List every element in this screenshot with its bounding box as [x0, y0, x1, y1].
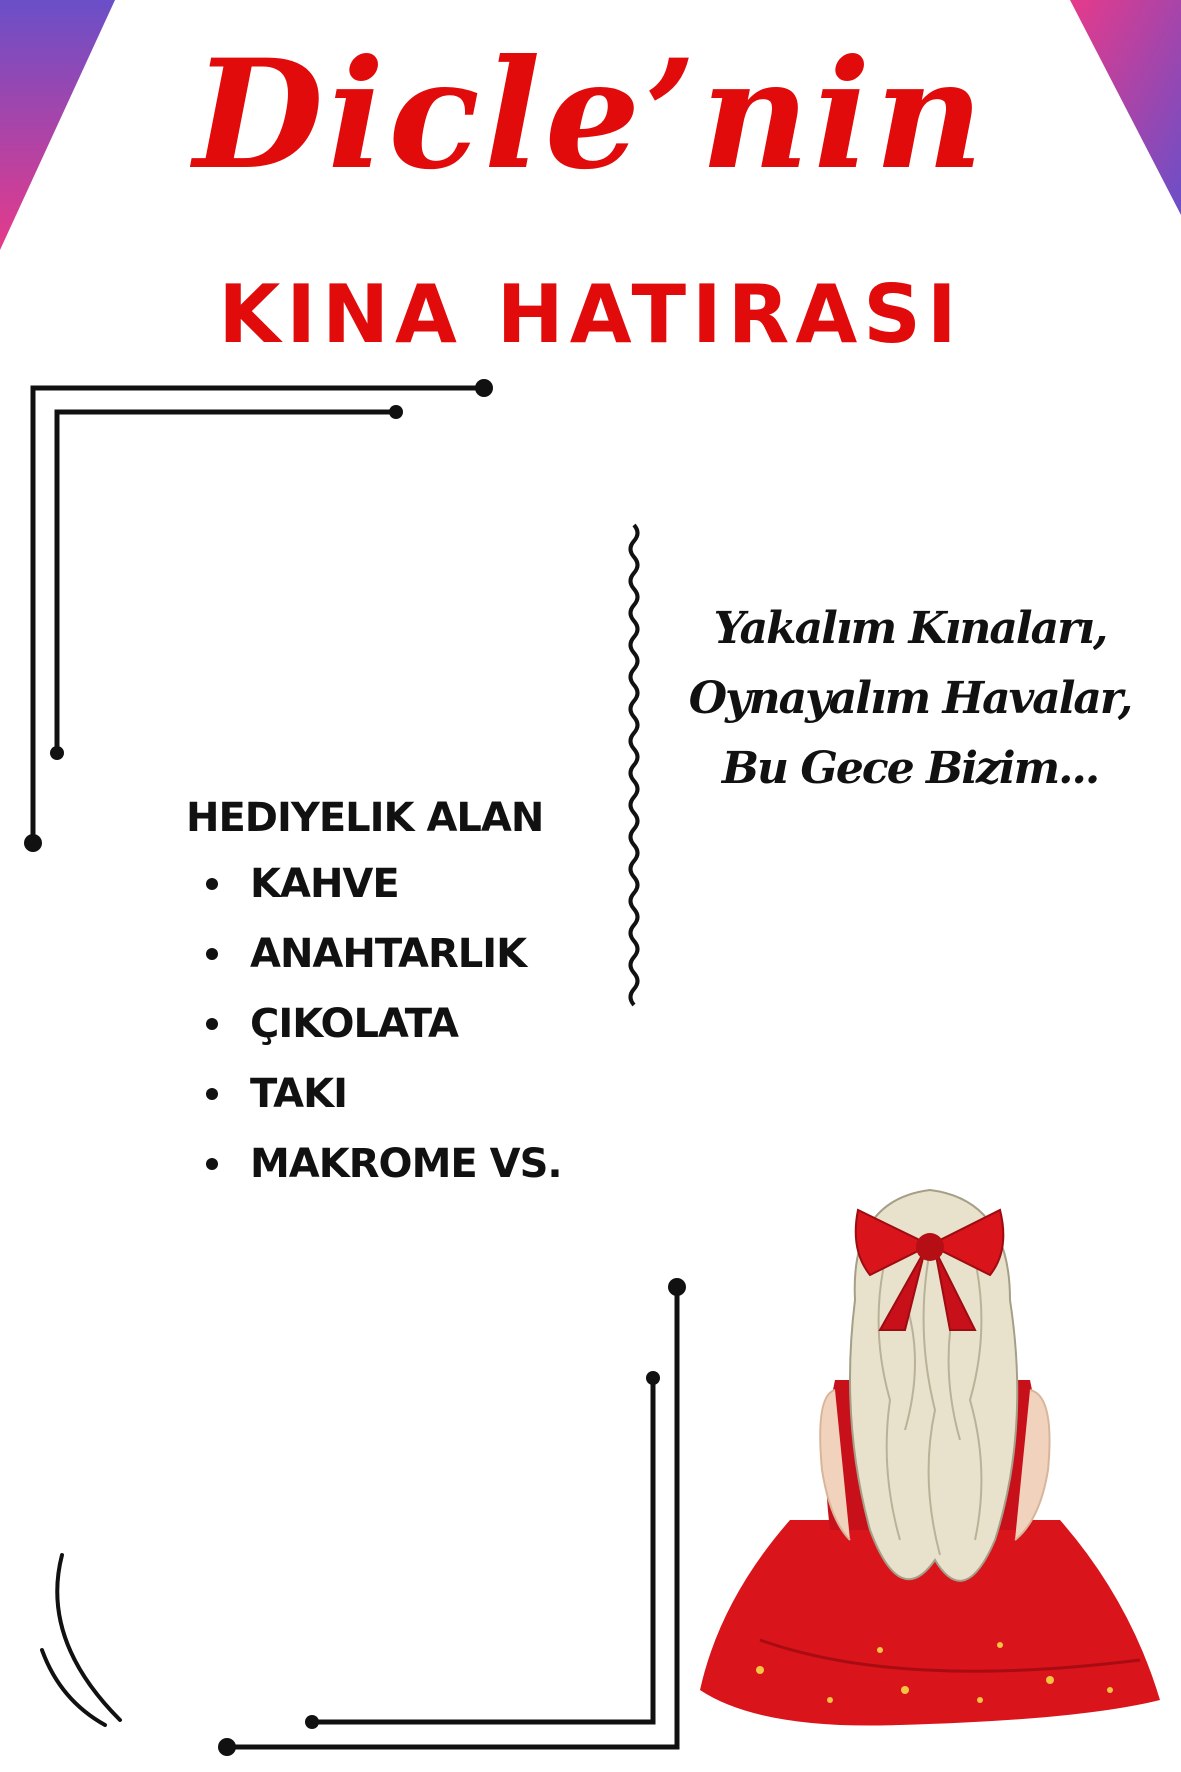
bullet-icon: [206, 1018, 218, 1030]
list-item: [186, 849, 562, 919]
quote-block: [650, 594, 1170, 804]
bullet-icon: [206, 948, 218, 960]
frame-top-left: [33, 388, 484, 843]
gift-item-label: MAKROME VS.: [250, 1141, 562, 1187]
bullet-icon: [206, 1158, 218, 1170]
gift-item-label: KAHVE: [250, 861, 399, 907]
wavy-divider: [631, 525, 638, 1005]
gift-item-label: ANAHTARLIK: [250, 931, 527, 977]
list-item: [186, 1059, 562, 1129]
page-subtitle: KINA HATIRASI: [218, 268, 963, 361]
bullet-icon: [206, 1088, 218, 1100]
gift-list-heading: HEDIYELIK ALAN: [186, 795, 544, 841]
frame-bottom-right: [227, 1287, 677, 1747]
list-item: [186, 989, 562, 1059]
frame-top-left-dots: [24, 379, 493, 852]
quote-line: Bu Gece Bizim...: [721, 743, 1099, 794]
gift-item-label: TAKI: [250, 1071, 348, 1117]
gift-item-label: ÇIKOLATA: [250, 1001, 458, 1047]
list-item: [186, 919, 562, 989]
list-item: [186, 1129, 562, 1199]
bullet-icon: [206, 878, 218, 890]
quote-line: Yakalım Kınaları,: [713, 603, 1107, 654]
frame-bottom-right-dots: [218, 1278, 686, 1756]
decorative-arcs: [42, 1555, 120, 1725]
quote-line: Oynayalım Havalar,: [688, 673, 1132, 724]
gift-list: [186, 849, 562, 1199]
girl-illustration: [700, 1190, 1160, 1726]
page-title: Dicle’nin: [193, 27, 988, 203]
gift-list-section: [186, 795, 562, 1199]
